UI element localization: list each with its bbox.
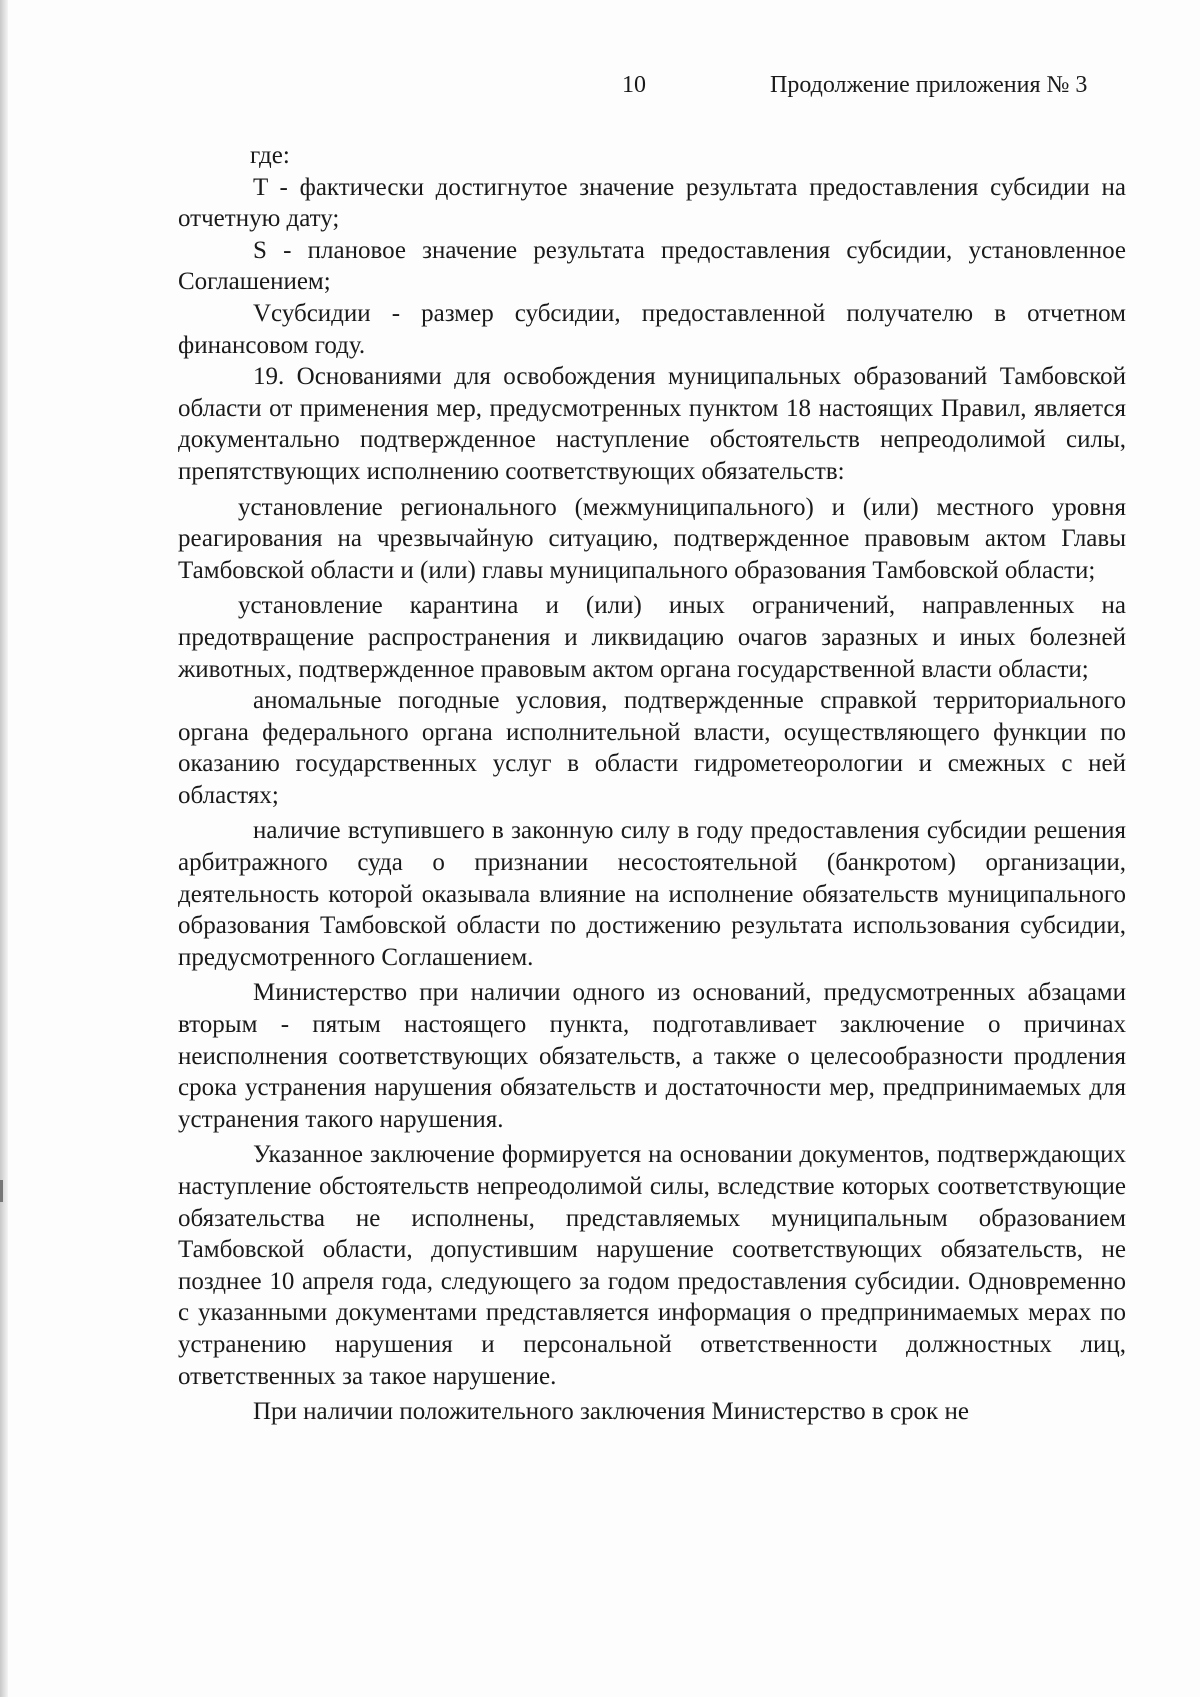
- paragraph-where: где:: [250, 142, 290, 169]
- scan-edge: [0, 0, 8, 1697]
- paragraph-t-definition: T - фактически достигнутое значение результата предоставления субсидии на отчетную дату;: [178, 173, 1126, 233]
- paragraph-positive-conclusion: При наличии положительного заключения Министерство в срок не: [253, 1398, 969, 1426]
- paragraph-19: 19. Основаниями для освобождения муниципальных образований Тамбовской области от применения мер, предусмотренных пунктом 18 настоящих Правил, является документально подтвержденное наступление обстоятельств непреодолимой силы, препятствующих исполнению соответствующих обязательств:: [178, 363, 1126, 485]
- paragraph-weather: аномальные погодные условия, подтвержденные справкой территориального органа федерального органа исполнительной власти, осуществляющего функции по оказанию государственных услуг в области гидрометеорологии и смежных с ней областях;: [178, 687, 1126, 809]
- paragraph-s-definition: S - плановое значение результата предоставления субсидии, установленное Соглашением;: [178, 236, 1126, 296]
- paragraph-quarantine: установление карантина и (или) иных ограничений, направленных на предотвращение распространения и ликвидацию очагов заразных и иных болезней животных, подтвержденное правовым актом органа государственной власти области;: [178, 592, 1126, 683]
- paragraph-bankruptcy: наличие вступившего в законную силу в году предоставления субсидии решения арбитражного суда о признании несостоятельной (банкротом) организации, деятельность которой оказывала влияние на исполнение обязательств муниципального образования Тамбовской области по достижению результата использования субсидии, предусмотренного Соглашением.: [178, 817, 1126, 971]
- appendix-label: Продолжение приложения № 3: [770, 72, 1088, 98]
- scan-mark: [0, 1180, 3, 1202]
- page-number: 10: [622, 72, 646, 98]
- paragraph-conclusion: Указанное заключение формируется на основании документов, подтверждающих наступление обстоятельств непреодолимой силы, вследствие которых соответствующие обязательства не исполнены, представляемых муниципальным образованием Тамбовской области, допустившим нарушение соответствующих обязательств, не позднее 10 апреля года, следующего за годом предоставления субсидии. Одновременно с указанными документами представляется информация о предпринимаемых мерах по устранению нарушения и персональной ответственности должностных лиц, ответственных за такое нарушение.: [178, 1141, 1126, 1390]
- paragraph-ministry: Министерство при наличии одного из оснований, предусмотренных абзацами вторым - пятым настоящего пункта, подготавливает заключение о причинах неисполнения соответствующих обязательств, а также о целесообразности продления срока устранения нарушения обязательств и достаточности мер, предпринимаемых для устранения такого нарушения.: [178, 979, 1126, 1133]
- paragraph-emergency: установление регионального (межмуниципального) и (или) местного уровня реагирования на чрезвычайную ситуацию, подтвержденное правовым актом Главы Тамбовской области и (или) главы муниципального образования Тамбовской области;: [178, 493, 1126, 584]
- document-body: [178, 140, 1126, 1428]
- paragraph-v-definition: Vсубсидии - размер субсидии, предоставленной получателю в отчетном финансовом году.: [178, 299, 1126, 359]
- page-header: [0, 72, 1200, 112]
